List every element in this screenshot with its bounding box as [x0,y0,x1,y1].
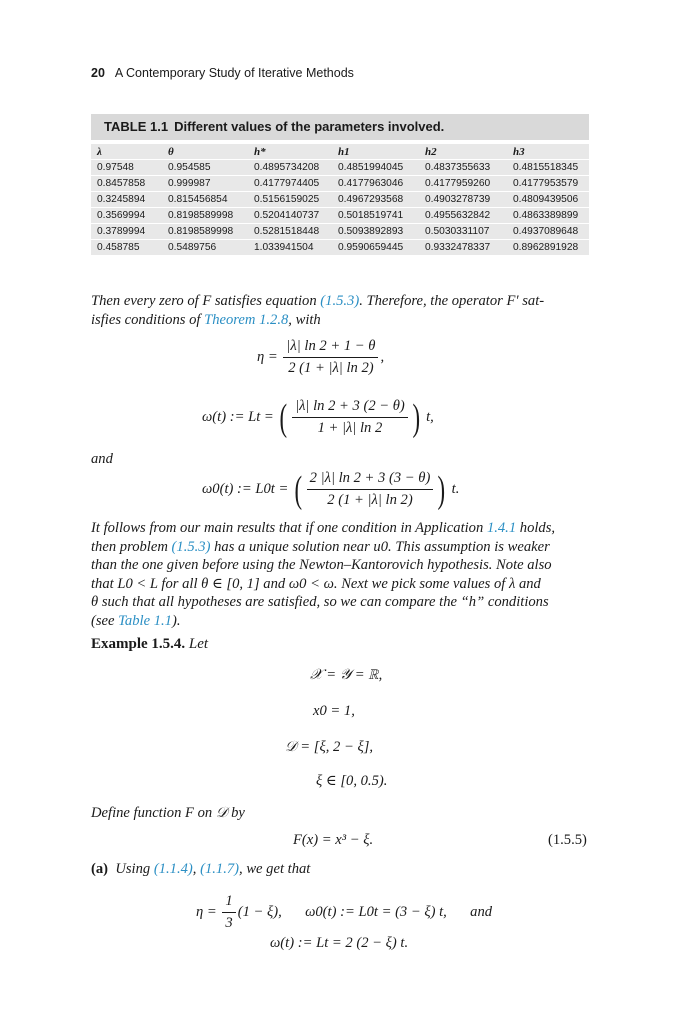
denominator: 3 [225,915,233,931]
table-row [91,192,589,207]
table-cell: 0.8457858 [91,176,162,191]
table-row [91,176,589,191]
eq-tail: t. [451,481,460,497]
table-row [91,240,589,255]
fraction [283,338,378,377]
equation-x0: x0 = 1, [313,703,355,719]
table-cell: 0.9590659445 [332,240,419,255]
equation-link[interactable]: (1.5.3) [171,538,211,555]
theorem-link[interactable]: Theorem 1.2.8 [204,311,289,328]
table-cell: 0.815456854 [162,192,248,207]
table-cell: 0.8198589998 [162,224,248,239]
eq-and: and [470,904,493,920]
denominator: 1 + |λ| ln 2 [317,420,383,436]
text: holds, [519,520,556,536]
equation-omega: ω(t) := Lt = ( $\frac{|\lambda| \ln 2 + 3 (2 - \theta)}{1 + |\lambda| \ln 2}$ ) t, [202,396,434,439]
numerator: |λ| ln 2 + 3 (2 − θ) [292,398,408,418]
text: . Therefore, the operator F′ sat- [359,293,545,309]
text: , with [288,311,321,328]
table-header-row [91,144,589,159]
text: has a unique solution near u0. This assumption is weaker [214,538,550,555]
table-cell: 0.4895734208 [248,160,332,175]
numerator: 2 |λ| ln 2 + 3 (3 − θ) [307,470,434,490]
and-text: and [91,451,113,467]
table-row [91,160,589,175]
table-cell: 0.4903278739 [419,192,507,207]
column-header: h* [248,144,332,159]
text: that L0 < L for all θ ∈ [0, 1] and ω0 < ω. Next we pick some values of λ and [91,575,541,592]
eq-lhs: ω(t) := Lt = [202,409,274,425]
text: then problem [91,538,168,555]
table-cell: 0.4809439506 [507,192,589,207]
table-cell: 0.9332478337 [419,240,507,255]
equation-omega0: ω0(t) := L0t = ( $\frac{2 |\lambda| \ln 2 + 3 (3 - \theta)}{2 (1 + |\lambda| \ln 2)}$ ) t. [202,468,460,511]
fraction [307,470,434,509]
text: isfies conditions of [91,311,201,328]
fraction [292,398,408,437]
table-cell: 0.4177963046 [332,176,419,191]
paragraph-1 [91,292,591,329]
eq-omega0: ω0(t) := L0t = (3 − ξ) t, [305,904,447,920]
table-cell: 0.954585 [162,160,248,175]
text: θ such that all hypotheses are satisfied, so we can compare the “h” conditions [91,594,549,610]
equation-eta [257,338,384,377]
numerator: 1 [222,893,235,913]
table-cell: 0.5093892893 [332,224,419,239]
table-cell: 0.4851994045 [332,160,419,175]
table-cell: 0.4837355633 [419,160,507,175]
denominator: 2 (1 + |λ| ln 2) [327,492,413,508]
table-cell: 0.5489756 [162,240,248,255]
column-header: h1 [332,144,419,159]
table-cell: 0.4863389899 [507,208,589,223]
table-cell: 1.033941504 [248,240,332,255]
table-cell: 0.458785 [91,240,162,255]
application-link[interactable]: 1.4.1 [486,520,517,536]
table-label: TABLE 1.1 [104,119,169,134]
table-caption-text: Different values of the parameters involved. [174,119,445,134]
table-cell: 0.8962891928 [507,240,589,255]
numerator: |λ| ln 2 + 1 − θ [283,338,378,358]
table-cell: 0.4177974405 [248,176,332,191]
equation-link[interactable]: (1.1.4) [153,861,193,877]
text: Using [115,861,151,877]
running-header [91,66,354,80]
column-header: h3 [507,144,589,159]
eq-tail: t, [426,409,434,425]
table-cell: 0.3245894 [91,192,162,207]
table-cell: 0.8198589998 [162,208,248,223]
table-cell: 0.4177959260 [419,176,507,191]
table-row [91,224,589,239]
table-cell: 0.4937089648 [507,224,589,239]
text: Then every zero of F satisfies equation [91,293,317,309]
item-a [91,860,591,879]
table-caption [91,114,589,140]
eq-lhs: η = [257,349,278,365]
table-cell: 0.4815518345 [507,160,589,175]
eq-tail: , [380,349,385,365]
table-cell: 0.4955632842 [419,208,507,223]
example-text: Let [188,636,209,652]
table-row [91,208,589,223]
denominator: 2 (1 + |λ| ln 2) [288,360,374,376]
column-header: θ [162,144,248,159]
equation-link[interactable]: (1.5.3) [320,293,360,309]
paragraph-2 [91,519,596,630]
table-link[interactable]: Table 1.1 [118,612,172,629]
equation-final-2: ω(t) := Lt = 2 (2 − ξ) t. [270,935,409,951]
column-header: h2 [419,144,507,159]
equation-xi: ξ ∈ [0, 0.5). [316,773,388,789]
text: It follows from our main results that if one condition in Application [91,520,484,536]
define-text: Define function F on 𝒟 by [91,805,245,821]
equation-F: F(x) = x³ − ξ. [293,832,374,848]
equation-final-1 [196,893,492,932]
column-header: λ [91,144,162,159]
eq-lhs: ω0(t) := L0t = [202,481,289,497]
table-cell: 0.5156159025 [248,192,332,207]
running-title: A Contemporary Study of Iterative Methods [114,66,354,80]
table-cell: 0.5204140737 [248,208,332,223]
page-number: 20 [91,66,105,80]
table-cell: 0.5281518448 [248,224,332,239]
equation-domain: 𝒟 = [ξ, 2 − ξ], [285,739,374,755]
text: (see [91,612,115,629]
text: ). [171,612,181,629]
table-cell: 0.3569994 [91,208,162,223]
example-heading [91,636,208,653]
table-cell: 0.999987 [162,176,248,191]
table-cell: 0.4967293568 [332,192,419,207]
fraction [222,893,235,932]
eq-rest: (1 − ξ), [237,904,282,920]
table-cell: 0.97548 [91,160,162,175]
text: than the one given before using the Newton–Kantorovich hypothesis. Note also [91,557,552,573]
parameters-table [91,143,589,256]
eq-lhs: η = [196,904,217,920]
text: , [192,861,197,877]
table-cell: 0.5030331107 [419,224,507,239]
table-cell: 0.5018519741 [332,208,419,223]
example-label: Example 1.5.4. [91,636,186,652]
equation-number: (1.5.5) [548,832,587,848]
text: , we get that [239,861,311,877]
equation-spaces: 𝒳 = 𝒴 = ℝ, [310,667,383,683]
item-label: (a) [91,861,109,877]
table-cell: 0.4177953579 [507,176,589,191]
table-cell: 0.3789994 [91,224,162,239]
equation-link[interactable]: (1.1.7) [200,861,240,877]
